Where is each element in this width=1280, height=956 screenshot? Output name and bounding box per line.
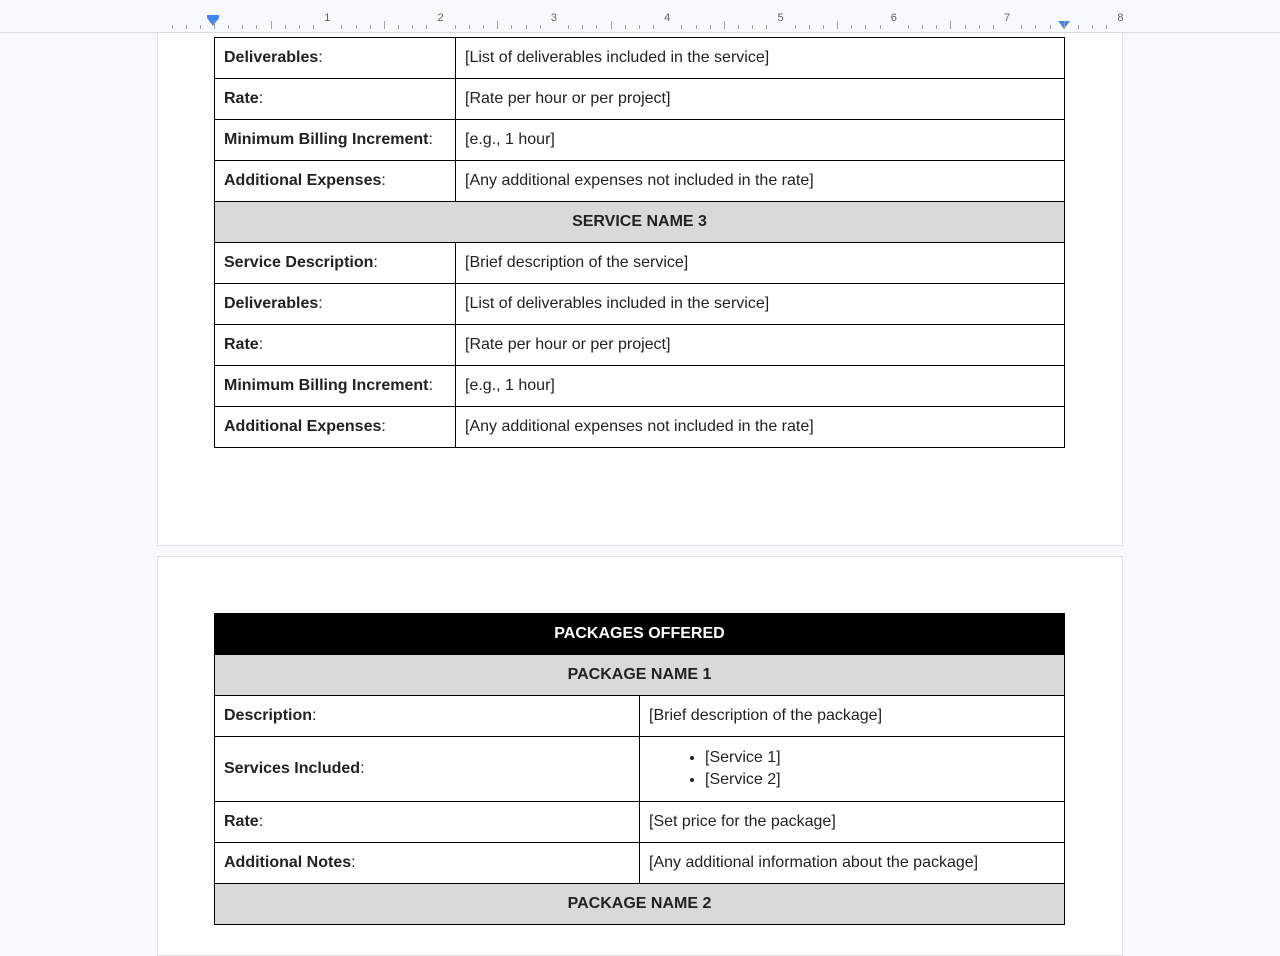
- ruler-tick: [469, 25, 470, 29]
- row-label: Rate:: [215, 325, 456, 366]
- ruler-number: 3: [550, 12, 557, 24]
- row-label: Additional Expenses:: [215, 407, 456, 448]
- ruler-tick: [256, 25, 257, 29]
- ruler-tick: [285, 25, 286, 29]
- ruler-tick: [1106, 25, 1107, 29]
- ruler-tick: [696, 25, 697, 29]
- ruler-tick: [568, 25, 569, 29]
- ruler-tick: [611, 21, 612, 29]
- ruler-tick: [242, 25, 243, 29]
- row-label: Services Included:: [215, 737, 640, 802]
- list-item: • [Service 2]: [705, 769, 1055, 791]
- ruler-tick: [851, 25, 852, 29]
- ruler-tick: [214, 21, 215, 29]
- service-name-3-header: SERVICE NAME 3: [215, 202, 1065, 243]
- packages-table: [214, 613, 1065, 925]
- table-row: [215, 737, 1065, 802]
- ruler-tick: [1078, 25, 1079, 29]
- ruler-number: 4: [664, 12, 671, 24]
- ruler-tick: [865, 25, 866, 29]
- row-value[interactable]: [Set price for the package]: [640, 802, 1065, 843]
- ruler-tick: [950, 21, 951, 29]
- ruler-number: 1: [324, 12, 331, 24]
- document-page-1: [157, 0, 1123, 546]
- ruler-tick: [724, 21, 725, 29]
- row-label: Minimum Billing Increment:: [215, 366, 456, 407]
- first-line-indent-marker[interactable]: [207, 15, 219, 18]
- ruler-tick: [483, 25, 484, 29]
- ruler-tick: [766, 25, 767, 29]
- row-value[interactable]: [Any additional information about the package]: [640, 843, 1065, 884]
- ruler-number: 7: [1004, 12, 1011, 24]
- ruler-tick: [922, 25, 923, 29]
- ruler-tick: [398, 25, 399, 29]
- table-row: [215, 243, 1065, 284]
- ruler-tick: [823, 25, 824, 29]
- ruler-number: 6: [890, 12, 897, 24]
- ruler-tick: [455, 25, 456, 29]
- row-value[interactable]: [Rate per hour or per project]: [456, 79, 1065, 120]
- ruler-tick: [681, 25, 682, 29]
- row-value[interactable]: [e.g., 1 hour]: [456, 120, 1065, 161]
- ruler-tick: [625, 25, 626, 29]
- ruler-tick: [356, 25, 357, 29]
- ruler-number: 2: [437, 12, 444, 24]
- package-name-1-header: PACKAGE NAME 1: [215, 655, 1065, 696]
- ruler-tick: [412, 25, 413, 29]
- list-item: • [Service 1]: [705, 747, 1055, 769]
- table-row: [215, 325, 1065, 366]
- ruler-tick: [908, 25, 909, 29]
- ruler-tick: [965, 25, 966, 29]
- ruler-tick: [1092, 25, 1093, 29]
- ruler-tick: [809, 25, 810, 29]
- ruler-tick: [979, 25, 980, 29]
- ruler-tick: [228, 25, 229, 29]
- table-row: [215, 696, 1065, 737]
- row-label: Rate:: [215, 79, 456, 120]
- table-row: [215, 802, 1065, 843]
- row-label: Deliverables:: [215, 284, 456, 325]
- ruler-tick: [341, 25, 342, 29]
- ruler-number: 5: [777, 12, 784, 24]
- table-row: [215, 284, 1065, 325]
- ruler-tick: [710, 25, 711, 29]
- row-value[interactable]: [Any additional expenses not included in the rate]: [456, 407, 1065, 448]
- ruler-tick: [370, 25, 371, 29]
- table-row: [215, 79, 1065, 120]
- table-row: [215, 843, 1065, 884]
- row-label: Minimum Billing Increment:: [215, 120, 456, 161]
- row-value[interactable]: [e.g., 1 hour]: [456, 366, 1065, 407]
- ruler-tick: [1021, 25, 1022, 29]
- row-label: Service Description:: [215, 243, 456, 284]
- row-value[interactable]: [Rate per hour or per project]: [456, 325, 1065, 366]
- ruler-tick: [511, 25, 512, 29]
- table-row: [215, 366, 1065, 407]
- ruler-tick: [596, 25, 597, 29]
- row-value[interactable]: [Brief description of the service]: [456, 243, 1065, 284]
- ruler-tick: [752, 25, 753, 29]
- table-row: [215, 38, 1065, 79]
- ruler-tick: [172, 25, 173, 29]
- ruler-tick: [1050, 25, 1051, 29]
- horizontal-ruler[interactable]: [0, 0, 1280, 33]
- package-name-2-header: PACKAGE NAME 2: [215, 884, 1065, 925]
- row-label: Description:: [215, 696, 640, 737]
- row-label: Additional Notes:: [215, 843, 640, 884]
- ruler-tick: [526, 25, 527, 29]
- row-value[interactable]: [640, 737, 1065, 802]
- ruler-tick: [837, 21, 838, 29]
- row-value[interactable]: [Brief description of the package]: [640, 696, 1065, 737]
- row-value[interactable]: [List of deliverables included in the service]: [456, 284, 1065, 325]
- ruler-tick: [384, 21, 385, 29]
- ruler-tick: [271, 21, 272, 29]
- packages-offered-header: PACKAGES OFFERED: [215, 614, 1065, 655]
- ruler-tick: [186, 25, 187, 29]
- ruler-tick: [639, 25, 640, 29]
- ruler-tick: [299, 25, 300, 29]
- ruler-tick: [426, 25, 427, 29]
- left-indent-marker[interactable]: [207, 18, 219, 26]
- ruler-tick: [653, 25, 654, 29]
- ruler-tick: [936, 25, 937, 29]
- ruler-tick: [497, 21, 498, 29]
- services-list: [705, 747, 1055, 791]
- ruler-tick: [738, 25, 739, 29]
- ruler-tick: [1064, 21, 1065, 29]
- services-table: [214, 37, 1065, 448]
- document-page-2: [157, 556, 1123, 956]
- ruler-tick: [313, 25, 314, 29]
- row-label: Rate:: [215, 802, 640, 843]
- ruler-number: 8: [1117, 12, 1124, 24]
- ruler-tick: [200, 25, 201, 29]
- table-row: [215, 407, 1065, 448]
- row-value[interactable]: [List of deliverables included in the service]: [456, 38, 1065, 79]
- table-row: [215, 161, 1065, 202]
- table-row: [215, 120, 1065, 161]
- row-label: Additional Expenses:: [215, 161, 456, 202]
- ruler-tick: [880, 25, 881, 29]
- ruler-tick: [582, 25, 583, 29]
- ruler-tick: [993, 25, 994, 29]
- ruler-tick: [1035, 25, 1036, 29]
- row-value[interactable]: [Any additional expenses not included in the rate]: [456, 161, 1065, 202]
- ruler-tick: [795, 25, 796, 29]
- row-label: Deliverables:: [215, 38, 456, 79]
- ruler-tick: [540, 25, 541, 29]
